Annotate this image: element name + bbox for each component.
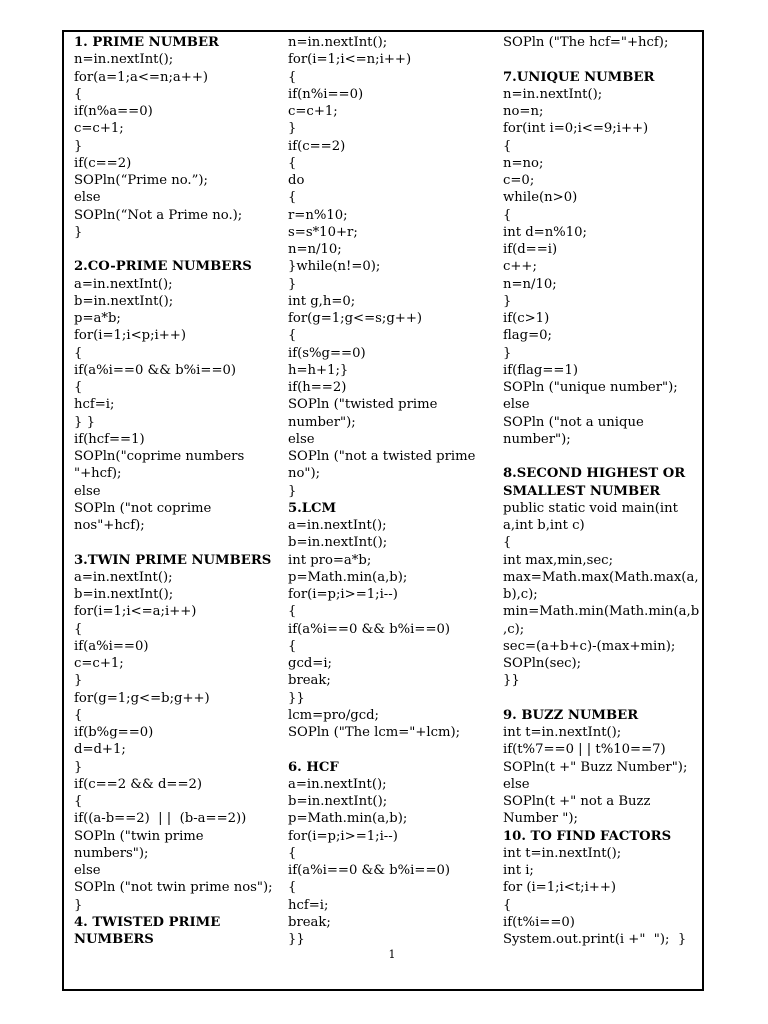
code-line: a,int b,int c) xyxy=(503,518,585,533)
code-line: } xyxy=(503,293,512,309)
code-line: SOPln("coprime numbers xyxy=(74,449,245,464)
code-line: SOPln ("The lcm="+lcm); xyxy=(288,725,461,740)
code-line: if(d==i) xyxy=(503,242,558,257)
code-line: nos"+hcf); xyxy=(74,518,145,533)
code-line: SOPln(“Prime no.”); xyxy=(74,173,208,188)
code-line: }} xyxy=(288,932,305,947)
code-line: } xyxy=(74,138,83,154)
code-line: number"); xyxy=(288,414,356,430)
code-line xyxy=(74,241,280,258)
code-line xyxy=(288,741,494,758)
code-line: while(n>0) xyxy=(503,190,578,206)
code-line: } } xyxy=(74,414,95,430)
code-line xyxy=(503,690,707,707)
code-line: ,c); xyxy=(503,621,525,637)
code-line: else xyxy=(503,776,530,792)
code-line: { xyxy=(74,86,83,102)
code-line: for(i=1;i<=n;i++) xyxy=(288,52,412,68)
code-line: c++; xyxy=(503,259,537,275)
code-line: if(c==2 && d==2) xyxy=(74,776,203,792)
code-line: } xyxy=(288,483,297,499)
code-line: Number "); xyxy=(503,811,578,827)
section-heading: 6. HCF xyxy=(288,759,339,775)
code-line: n=no; xyxy=(503,155,544,171)
code-line: SOPln(t +" not a Buzz xyxy=(503,794,651,809)
code-line: for(i=p;i>=1;i--) xyxy=(288,828,398,844)
code-line: max=Math.max(Math.max(a, xyxy=(503,569,699,585)
code-line: } xyxy=(74,224,83,240)
code-line: }while(n!=0); xyxy=(288,259,381,275)
code-line: c=c+1; xyxy=(74,121,124,137)
code-line: "+hcf); xyxy=(74,466,122,482)
code-line: no"); xyxy=(288,466,321,482)
code-line: { xyxy=(74,794,83,809)
code-line: int i; xyxy=(503,863,534,878)
code-line: { xyxy=(74,345,83,361)
code-line: else xyxy=(288,431,315,447)
code-line: d=d+1; xyxy=(74,742,126,758)
code-line: } xyxy=(503,345,512,361)
code-line: if(s%g==0) xyxy=(288,345,366,361)
code-line: System.out.print(i +" "); } xyxy=(503,932,687,947)
code-line: gcd=i; xyxy=(288,656,332,671)
code-line: if((a-b==2) | | (b-a==2)) xyxy=(74,811,247,827)
code-line: for(i=1;i<p;i++) xyxy=(74,328,186,344)
code-line: for(a=1;a<=n;a++) xyxy=(74,69,209,85)
code-line xyxy=(503,51,707,68)
section-heading: NUMBERS xyxy=(74,932,154,947)
code-line: h=h+1;} xyxy=(288,362,349,378)
code-line: } xyxy=(74,673,83,689)
code-line: } xyxy=(74,897,83,913)
code-line: SOPln(sec); xyxy=(503,656,582,671)
page-number: 1 xyxy=(388,948,396,961)
code-line: { xyxy=(74,707,83,723)
code-line: SOPln(t +" Buzz Number"); xyxy=(503,759,688,775)
code-line xyxy=(74,534,280,551)
section-heading: 5.LCM xyxy=(288,500,337,516)
code-line: else xyxy=(74,483,101,499)
code-line: b=in.nextInt(); xyxy=(288,535,388,551)
code-line: { xyxy=(288,845,297,861)
code-line: b=in.nextInt(); xyxy=(288,794,388,809)
code-line: SOPln ("The hcf="+hcf); xyxy=(503,35,669,50)
code-line: SOPln ("twin prime xyxy=(74,828,204,844)
code-line: sec=(a+b+c)-(max+min); xyxy=(503,638,676,654)
code-line: else xyxy=(74,863,101,878)
code-line: n=in.nextInt(); xyxy=(74,52,174,68)
code-line: number"); xyxy=(503,431,571,447)
code-line: if(t%i==0) xyxy=(503,914,575,930)
code-line: int t=in.nextInt(); xyxy=(503,845,622,861)
code-line: flag=0; xyxy=(503,328,552,344)
code-line: else xyxy=(503,397,530,413)
section-heading: 3.TWIN PRIME NUMBERS xyxy=(74,552,272,568)
code-line: n=in.nextInt(); xyxy=(503,86,603,102)
code-line: SOPln ("not twin prime nos"); xyxy=(74,880,273,896)
code-line: a=in.nextInt(); xyxy=(288,776,387,792)
code-line: min=Math.min(Math.min(a,b xyxy=(503,604,700,620)
section-heading: 9. BUZZ NUMBER xyxy=(503,707,639,723)
code-line: if(b%g==0) xyxy=(74,725,154,740)
code-line: hcf=i; xyxy=(288,897,329,913)
code-line: else xyxy=(74,190,101,206)
code-line: { xyxy=(288,190,297,206)
code-line: a=in.nextInt(); xyxy=(74,276,173,292)
code-line: { xyxy=(288,155,297,171)
code-line: if(flag==1) xyxy=(503,362,578,378)
code-line: if(hcf==1) xyxy=(74,431,145,447)
code-line: for(g=1;g<=b;g++) xyxy=(74,690,210,706)
code-line: if(n%i==0) xyxy=(288,86,364,102)
code-line: n=in.nextInt(); xyxy=(288,35,388,50)
code-line: hcf=i; xyxy=(74,397,115,413)
code-line: { xyxy=(74,380,83,395)
code-line: a=in.nextInt(); xyxy=(288,518,387,533)
code-line: { xyxy=(503,535,512,551)
code-line: { xyxy=(288,328,297,344)
column-3 xyxy=(503,34,707,948)
code-line: if(t%7==0 | | t%10==7) xyxy=(503,742,666,758)
code-line: SOPln ("unique number"); xyxy=(503,380,678,395)
code-line: p=a*b; xyxy=(74,311,121,326)
code-line: { xyxy=(503,897,512,913)
code-line: if(a%i==0 && b%i==0) xyxy=(74,362,237,378)
section-heading: 4. TWISTED PRIME xyxy=(74,914,221,930)
code-line: if(h==2) xyxy=(288,380,347,395)
code-line: SOPln ("not a twisted prime xyxy=(288,449,476,464)
code-line: if(n%a==0) xyxy=(74,104,153,119)
code-line: int g,h=0; xyxy=(288,293,356,309)
code-line: p=Math.min(a,b); xyxy=(288,569,408,585)
code-line: s=s*10+r; xyxy=(288,224,358,240)
section-heading: 10. TO FIND FACTORS xyxy=(503,828,672,844)
code-line: for(i=p;i>=1;i--) xyxy=(288,587,398,602)
code-line: } xyxy=(288,276,297,292)
code-line: public static void main(int xyxy=(503,500,678,516)
code-line: SOPln ("not a unique xyxy=(503,414,644,430)
code-line: break; xyxy=(288,914,331,930)
code-line: if(a%i==0 && b%i==0) xyxy=(288,621,451,637)
code-line: numbers"); xyxy=(74,845,149,861)
code-line: SOPln(“Not a Prime no.); xyxy=(74,207,243,223)
code-line: int pro=a*b; xyxy=(288,552,372,568)
code-line: if(c==2) xyxy=(288,138,346,154)
code-line: SOPln ("not coprime xyxy=(74,500,212,516)
code-line: for (i=1;i<t;i++) xyxy=(503,880,617,896)
code-line: int t=in.nextInt(); xyxy=(503,725,622,740)
code-line: c=c+1; xyxy=(74,656,124,671)
code-line: { xyxy=(74,621,83,637)
code-line: p=Math.min(a,b); xyxy=(288,811,408,827)
code-line: b=in.nextInt(); xyxy=(74,293,174,309)
code-line: a=in.nextInt(); xyxy=(74,569,173,585)
code-line: for(g=1;g<=s;g++) xyxy=(288,311,423,326)
column-2 xyxy=(288,34,494,948)
code-line: c=0; xyxy=(503,173,535,188)
code-line: } xyxy=(288,121,297,137)
code-line: { xyxy=(288,880,297,896)
code-line: if(c>1) xyxy=(503,311,550,326)
code-line: b),c); xyxy=(503,587,538,602)
code-line: { xyxy=(503,207,512,223)
code-line: { xyxy=(503,138,512,154)
code-line: }} xyxy=(288,690,305,706)
code-line: c=c+1; xyxy=(288,104,338,119)
code-line: n=n/10; xyxy=(288,242,342,257)
code-line xyxy=(503,448,707,465)
code-line: lcm=pro/gcd; xyxy=(288,707,379,723)
section-heading: 2.CO-PRIME NUMBERS xyxy=(74,259,252,275)
code-line: }} xyxy=(503,673,520,689)
code-line: { xyxy=(288,69,297,85)
code-line: int d=n%10; xyxy=(503,224,587,240)
code-line: if(a%i==0) xyxy=(74,638,149,654)
section-heading: 1. PRIME NUMBER xyxy=(74,35,219,50)
code-line: no=n; xyxy=(503,104,544,119)
code-line: do xyxy=(288,173,305,188)
section-heading: 7.UNIQUE NUMBER xyxy=(503,69,655,85)
code-line: SOPln ("twisted prime xyxy=(288,397,438,413)
code-line: r=n%10; xyxy=(288,207,348,223)
code-line: b=in.nextInt(); xyxy=(74,587,174,602)
code-line: if(a%i==0 && b%i==0) xyxy=(288,863,451,878)
code-line: n=n/10; xyxy=(503,276,557,292)
section-heading: 8.SECOND HIGHEST OR xyxy=(503,466,686,482)
code-line: { xyxy=(288,604,297,620)
code-line: if(c==2) xyxy=(74,155,132,171)
code-line: int max,min,sec; xyxy=(503,552,614,568)
code-line: { xyxy=(288,638,297,654)
code-line: for(i=1;i<=a;i++) xyxy=(74,604,197,620)
code-line: break; xyxy=(288,673,331,689)
section-heading: SMALLEST NUMBER xyxy=(503,483,661,499)
code-line: for(int i=0;i<=9;i++) xyxy=(503,121,649,137)
column-1 xyxy=(74,34,280,948)
code-line: } xyxy=(74,759,83,775)
